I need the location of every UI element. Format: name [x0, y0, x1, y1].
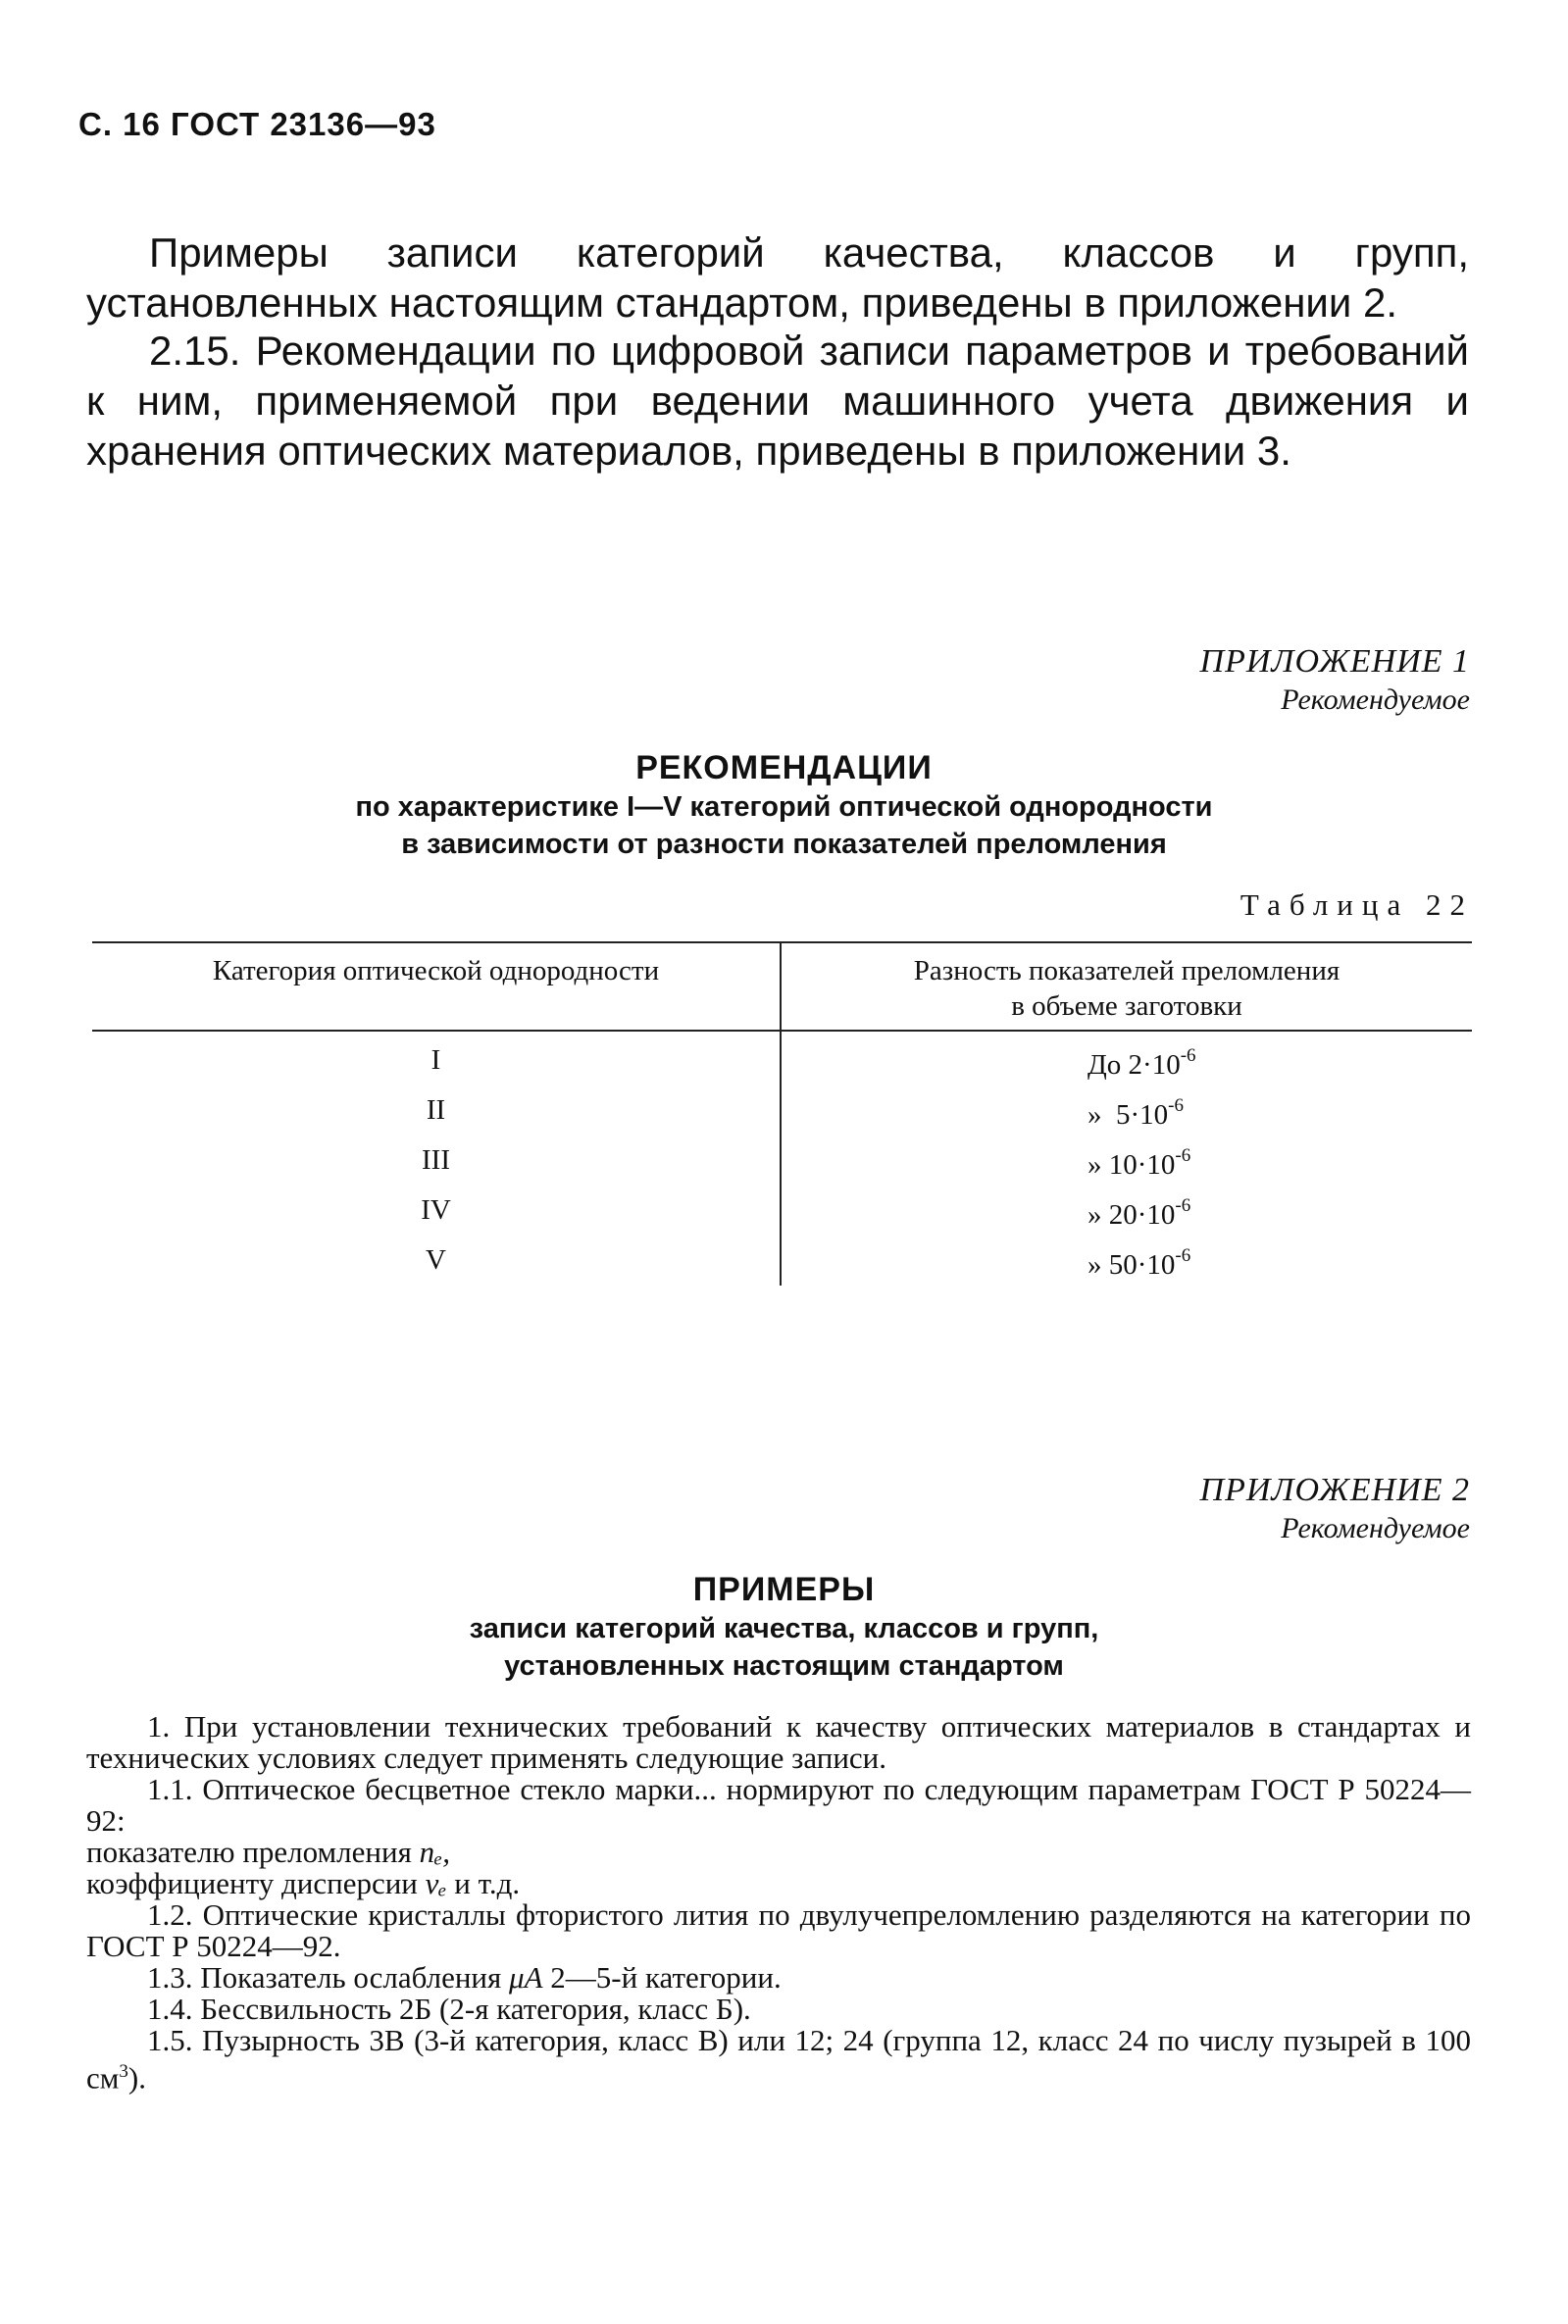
table-cell-category: IV [92, 1186, 781, 1236]
table-cell-value [781, 1136, 1472, 1186]
example-item-1-5-post: ). [127, 2060, 146, 2096]
value-number: 10·10 [1108, 1149, 1176, 1181]
example-item-1-1-b [86, 1868, 1471, 1899]
appendix-1-heading-main: РЕКОМЕНДАЦИИ [635, 749, 933, 786]
table-row [92, 1031, 1472, 1086]
appendix-1-title: ПРИЛОЖЕНИЕ 1 [1199, 643, 1470, 680]
table-row [92, 1136, 1472, 1186]
table-cell-category: III [92, 1136, 781, 1186]
value-prefix: » [1087, 1249, 1102, 1281]
value-exponent: -6 [1175, 1245, 1191, 1266]
examples-list [86, 1711, 1471, 2094]
table-cell-category: II [92, 1086, 781, 1136]
value-prefix: » [1087, 1149, 1102, 1181]
appendix-2-title: ПРИЛОЖЕНИЕ 2 [1199, 1472, 1470, 1508]
appendix-1-label [1200, 642, 1470, 719]
value-number: 2·10 [1128, 1049, 1181, 1081]
example-item-1-4: 1.4. Бессвильность 2Б (2-я категория, класс Б). [147, 1992, 751, 2026]
table-cell-value [781, 1186, 1472, 1236]
example-item-1-1-a [86, 1837, 1471, 1868]
example-item-1-3-pre: 1.3. Показатель ослабления [147, 1960, 510, 1995]
homogeneity-table [92, 941, 1472, 1286]
example-item-1-5-sup: 3 [119, 2061, 128, 2082]
example-item-1-5-pre: 1.5. Пузырность 3В (3-й категория, класс В) или 12; 24 (группа 12, класс 24 по числу пузырей в 100 см [86, 2023, 1471, 2096]
table-header-category: Категория оптической однородности [92, 942, 781, 1031]
value-prefix: » [1087, 1099, 1102, 1131]
table-cell-value [781, 1086, 1472, 1136]
value-exponent: -6 [1180, 1045, 1196, 1066]
running-head: С. 16 ГОСТ 23136—93 [78, 106, 436, 142]
example-item-1: 1. При установлении технических требований к качеству оптических материалов в стандартах и технических условиях следует применять следующие записи. [86, 1709, 1471, 1775]
table-caption: Таблица 22 [1239, 887, 1474, 922]
symbol-nu-e: νₑ [425, 1866, 447, 1900]
appendix-2-subheading-1: записи категорий качества, классов и групп, [469, 1613, 1099, 1644]
table-row [92, 1186, 1472, 1236]
example-item-1-2: 1.2. Оптические кристаллы фтористого лития по двулучепреломлению разделяются на категории по ГОСТ Р 50224—92. [86, 1897, 1471, 1963]
table-header-difference [781, 942, 1472, 1031]
example-item-1-3 [86, 1962, 1471, 1994]
example-item-1-1-a-text: показателю преломления [86, 1835, 420, 1869]
table-cell-category: V [92, 1236, 781, 1286]
value-number: 20·10 [1108, 1199, 1176, 1231]
example-item-1-3-post: 2—5-й категории. [542, 1960, 782, 1995]
example-item-1-1: 1.1. Оптическое бесцветное стекло марки... нормируют по следующим параметрам ГОСТ Р 50224—92: [86, 1772, 1471, 1838]
appendix-2-subheading-2: установленных настоящим стандартом [504, 1650, 1064, 1682]
table-cell-value [781, 1031, 1472, 1086]
table-cell-value [781, 1236, 1472, 1286]
table-header-difference-line1: Разность показателей преломления [913, 955, 1340, 986]
value-exponent: -6 [1168, 1095, 1184, 1116]
example-item-1-1-b-tail: и т.д. [446, 1866, 521, 1900]
appendix-2-label [1200, 1471, 1470, 1547]
appendix-1-subheading-2: в зависимости от разности показателей преломления [401, 829, 1167, 860]
table-cell-category: I [92, 1031, 781, 1086]
table-row [92, 1236, 1472, 1286]
table-header-difference-line2: в объеме заготовки [1011, 990, 1242, 1022]
appendix-1-status: Рекомендуемое [1281, 683, 1470, 716]
appendix-2-heading-main: ПРИМЕРЫ [692, 1571, 876, 1608]
body-paragraph-2: 2.15. Рекомендации по цифровой записи параметров и требований к ним, применяемой при ведении машинного учета движения и хранения оптических материалов, приведены в приложении 3. [86, 328, 1469, 474]
value-prefix: » [1087, 1199, 1102, 1231]
value-number: 5·10 [1116, 1099, 1169, 1131]
value-exponent: -6 [1175, 1145, 1191, 1166]
value-number: 50·10 [1108, 1249, 1176, 1281]
body-paragraph-1: Примеры записи категорий качества, классов и групп, установленных настоящим стандартом, приведены в приложении 2. [86, 229, 1469, 326]
value-prefix: До [1087, 1049, 1122, 1081]
appendix-2-status: Рекомендуемое [1281, 1512, 1470, 1544]
appendix-1-subheading-1: по характеристике I—V категорий оптической однородности [355, 791, 1213, 823]
table-header-row [92, 942, 1472, 1031]
appendix-2-heading [0, 1569, 1568, 1685]
symbol-mu-a: μА [509, 1960, 543, 1995]
example-item-1-5 [86, 2025, 1471, 2094]
symbol-n-e: nₑ, [419, 1835, 450, 1869]
table-row [92, 1086, 1472, 1136]
appendix-1-heading [0, 747, 1568, 863]
value-exponent: -6 [1175, 1195, 1191, 1216]
example-item-1-1-b-text: коэффициенту дисперсии [86, 1866, 426, 1900]
